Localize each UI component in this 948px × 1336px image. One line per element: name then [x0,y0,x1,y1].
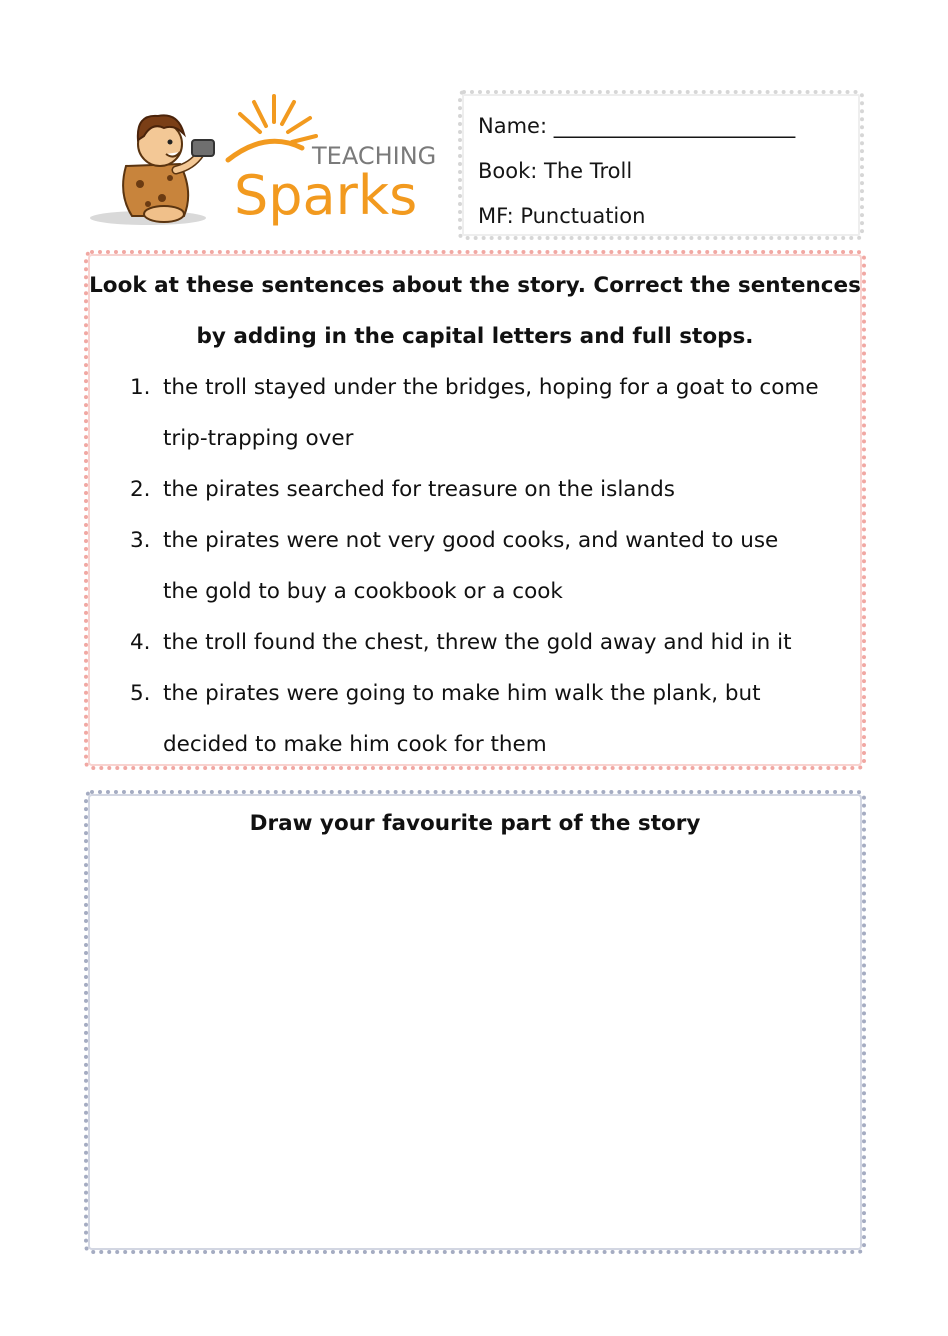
sentence-line: the pirates were not very good cooks, and wanted to use [163,528,779,553]
drawing-area[interactable] [98,850,852,1240]
punctuation-task-box [84,250,866,770]
task-instructions [88,260,862,362]
sentence-number: 5. [130,681,151,706]
sentence-list [124,362,819,770]
instruction-line-2: by adding in the capital letters and full stops. [196,324,754,349]
caveman-mascot-icon [88,92,448,237]
teaching-sparks-logo [88,92,448,237]
sentence-item-2[interactable] [124,464,819,515]
sentence-item-4[interactable] [124,617,819,668]
name-field-line[interactable]: Name: _______________________ [478,114,796,138]
student-info-box [458,90,864,240]
logo-line2: Sparks [234,164,418,227]
drawing-box [84,790,866,1254]
sentence-line: the pirates were going to make him walk the plank, but [163,681,761,706]
sentence-item-3[interactable] [124,515,819,617]
sentence-line: trip-trapping over [163,426,354,451]
sentence-number: 3. [130,528,151,553]
instruction-line-1: Look at these sentences about the story. Correct the sentences [89,273,861,298]
drawing-title: Draw your favourite part of the story [249,811,701,836]
sentence-item-5[interactable] [124,668,819,770]
focus-line: MF: Punctuation [478,204,646,228]
sentence-line: decided to make him cook for them [163,732,547,757]
sentence-number: 4. [130,630,151,655]
logo-line1: TEACHING [312,142,437,170]
sentence-number: 2. [130,477,151,502]
sentence-line: the gold to buy a cookbook or a cook [163,579,563,604]
sentence-line: the pirates searched for treasure on the islands [163,477,675,502]
sentence-number: 1. [130,375,151,400]
sentence-item-1[interactable] [124,362,819,464]
sentence-line: the troll stayed under the bridges, hoping for a goat to come [163,375,819,400]
sentence-line: the troll found the chest, threw the gold away and hid in it [163,630,792,655]
book-title-line: Book: The Troll [478,159,633,183]
